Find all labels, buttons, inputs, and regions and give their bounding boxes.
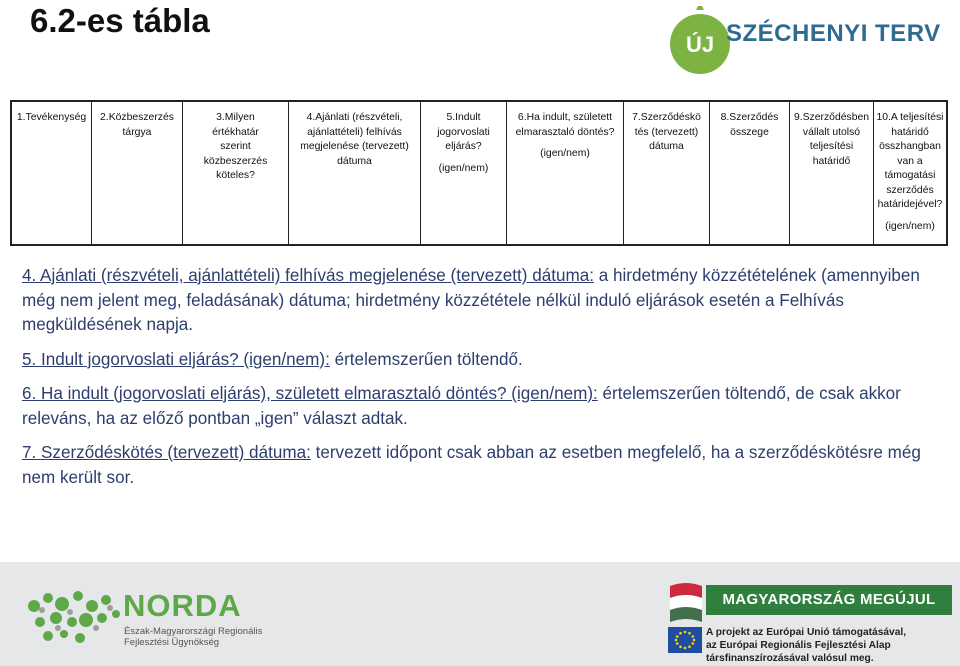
data-table: [10, 100, 948, 246]
explanation-item-5: 5. Indult jogorvoslati eljárás? (igen/nem): értelemszerűen töltendő.: [22, 349, 523, 369]
col6-yes-no: (igen/nem): [540, 148, 590, 159]
page-title: 6.2-es tábla: [30, 2, 210, 39]
col-header-5: 5.Indult jogorvoslati eljárás? (igen/nem): [421, 102, 507, 244]
szechenyi-logo-text: SZÉCHENYI TERV: [726, 20, 941, 47]
col-header-1: 1.Tevékenység: [12, 102, 92, 244]
col-header-4: 4.Ajánlati (részvételi, ajánlattételi) felhívás megjelenése (tervezett) dátuma: [289, 102, 421, 244]
col-header-10: 10.A teljesítési határidő összhangban van a támogatási szerződés határidejével? (igen/nem): [876, 112, 944, 232]
norda-logo-text: NORDA: [123, 588, 242, 623]
col5-yes-no: (igen/nem): [438, 162, 489, 174]
col-header-8: 8.Szerződés összege: [710, 102, 790, 244]
explanation-item-7: 7. Szerződéskötés (tervezett) dátuma: tervezett időpont csak abban az esetben megfelelő, ha a szerződéskötésre még nem került sor.: [22, 443, 921, 487]
col-header-2: 2.Közbeszerzés tárgya: [92, 102, 183, 244]
norda-subtitle-2: Fejlesztési Ügynökség: [124, 637, 220, 648]
col10-yes-no: (igen/nem): [885, 220, 935, 232]
col-header-9: 9.Szerződésben vállalt utolsó teljesítési határidő: [790, 102, 874, 244]
hungarian-flag-icon: [668, 580, 704, 628]
explanation-text: [22, 264, 942, 500]
magyarorszag-megujul-banner: MAGYARORSZÁG MEGÚJUL: [706, 585, 952, 615]
explanation-item-4: 4. Ajánlati (részvételi, ajánlattételi) felhívás megjelenése (tervezett) dátuma: a hirdetmény közzétételének (amennyiben még nem jelent meg, feladásának) dátuma; hirdetmény közzététele nélkül induló eljárások esetén a Felhívás megküldésének napja.: [22, 266, 920, 334]
col-header-6: 6.Ha indult, született elmarasztaló döntés? (igen/nem): [507, 102, 624, 244]
szechenyi-uj-text: ÚJ: [685, 32, 715, 57]
col-header-7: 7.Szerződéskö tés (tervezett) dátuma: [624, 102, 710, 244]
norda-subtitle-1: Észak-Magyarországi Regionális: [124, 626, 263, 637]
col-header-3: 3.Milyen értékhatár szerint közbeszerzés köteles?: [183, 102, 289, 244]
eu-flag-icon: [668, 627, 702, 653]
explanation-item-6: 6. Ha indult (jogorvoslati eljárás), született elmarasztaló döntés? (igen/nem): értelemszerűen töltendő, de csak akkor releváns, ha az előző pontban „igen” választ adtak.: [22, 384, 901, 428]
eu-funding-text: A projekt az Európai Unió támogatásával, az Európai Regionális Fejlesztési Alap társfinanszírozásával valósul meg.: [706, 627, 907, 664]
